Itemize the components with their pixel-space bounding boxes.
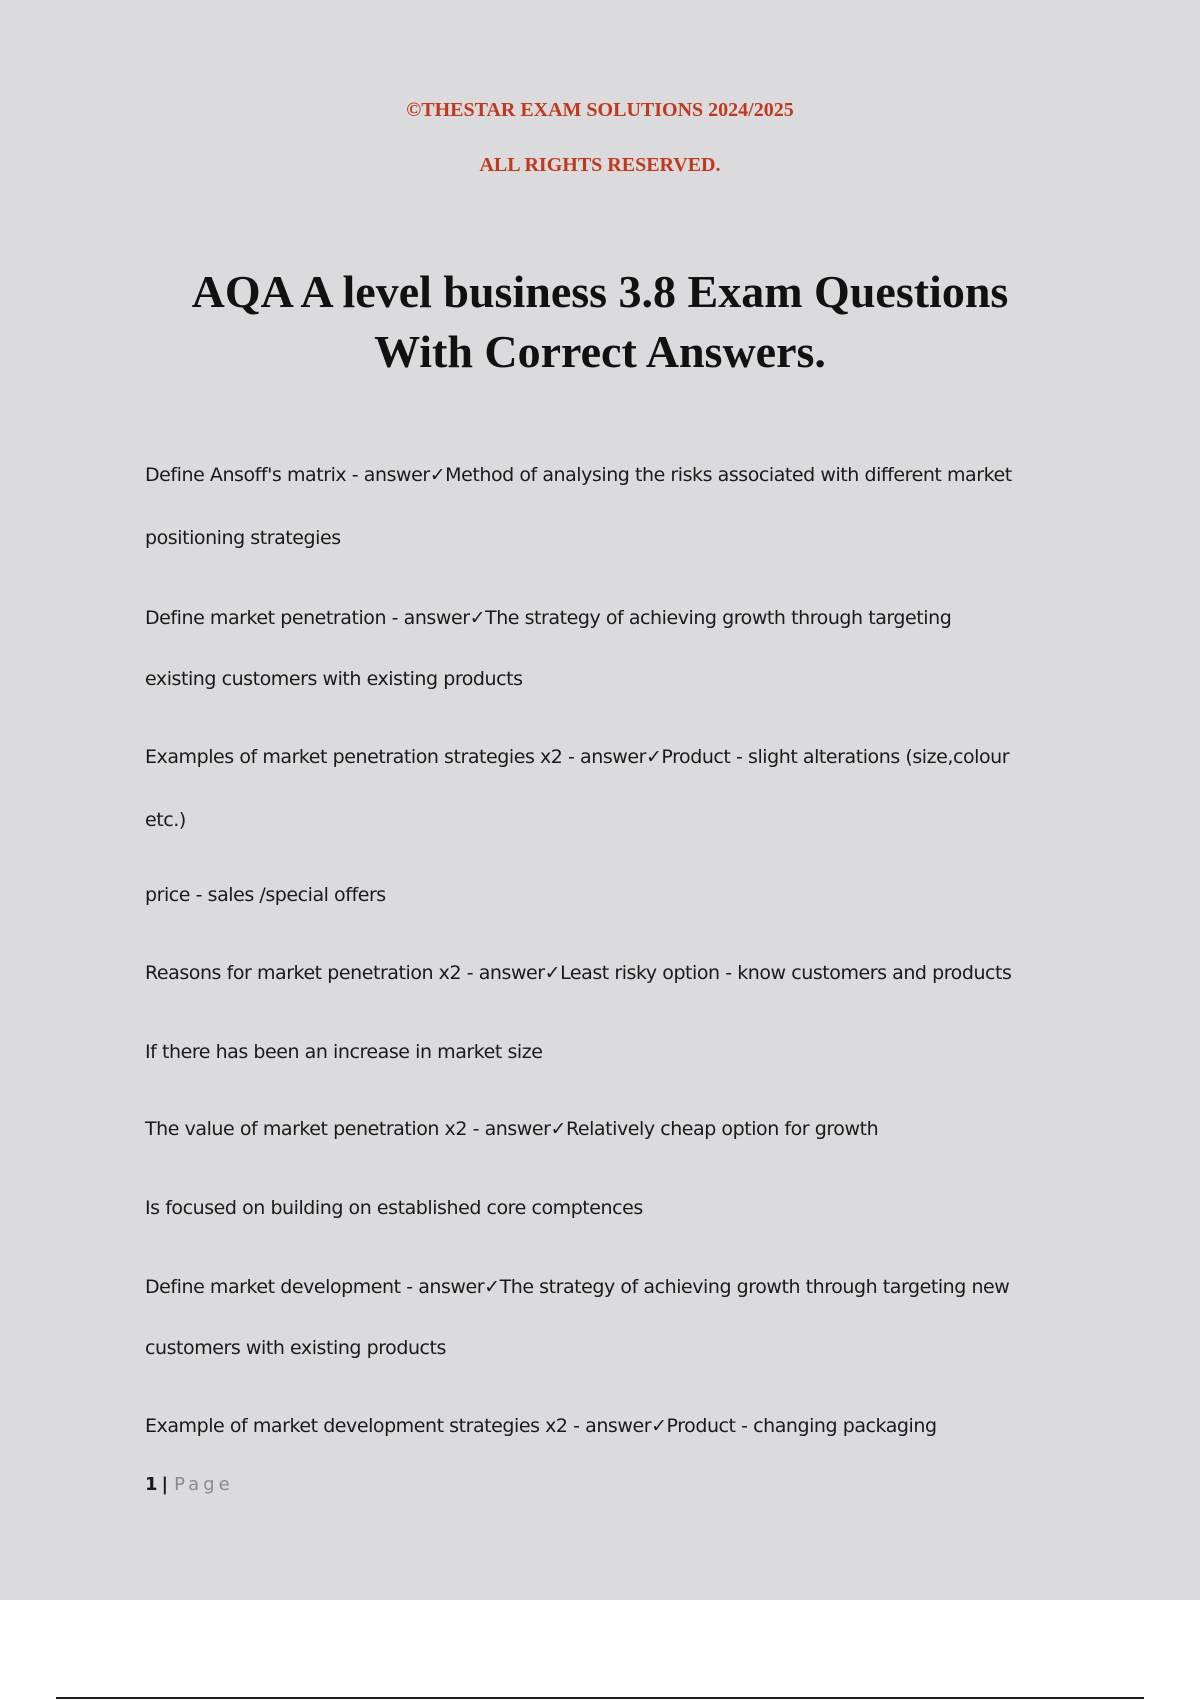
text-line: Define market development - answer✓The strategy of achieving growth through targeting new [145, 1276, 1010, 1298]
page-separator: | [161, 1474, 169, 1495]
text-line: Define Ansoff's matrix - answer✓Method of analysing the risks associated with different market [145, 464, 1012, 486]
text-line: If there has been an increase in market size [145, 1041, 543, 1063]
text-line: Examples of market penetration strategies x2 - answer✓Product - slight alterations (size,colour [145, 746, 1010, 768]
text-line: etc.) [145, 809, 186, 831]
text-line: The value of market penetration x2 - answer✓Relatively cheap option for growth [145, 1118, 879, 1140]
text-line: customers with existing products [145, 1337, 446, 1359]
text-line: Define market penetration - answer✓The strategy of achieving growth through targeting [145, 607, 952, 629]
next-page-top-rule [56, 1697, 1144, 1699]
text-line: existing customers with existing products [145, 668, 523, 690]
title-line-1: AQA A level business 3.8 Exam Questions [191, 266, 1009, 317]
copyright-notice: ©THESTAR EXAM SOLUTIONS 2024/2025 [406, 99, 794, 121]
document-title [100, 262, 1100, 382]
text-line: positioning strategies [145, 527, 341, 549]
text-line: price - sales /special offers [145, 884, 386, 906]
text-line: Is focused on building on established core comptences [145, 1197, 643, 1219]
text-line: Reasons for market penetration x2 - answer✓Least risky option - know customers and products [145, 962, 1012, 984]
page-label: Page [174, 1474, 234, 1495]
page-footer [145, 1472, 234, 1498]
title-line-2: With Correct Answers. [374, 326, 826, 377]
text-line: Example of market development strategies x2 - answer✓Product - changing packaging [145, 1415, 937, 1437]
page-number: 1 [145, 1474, 158, 1495]
rights-reserved-notice: ALL RIGHTS RESERVED. [479, 154, 721, 176]
